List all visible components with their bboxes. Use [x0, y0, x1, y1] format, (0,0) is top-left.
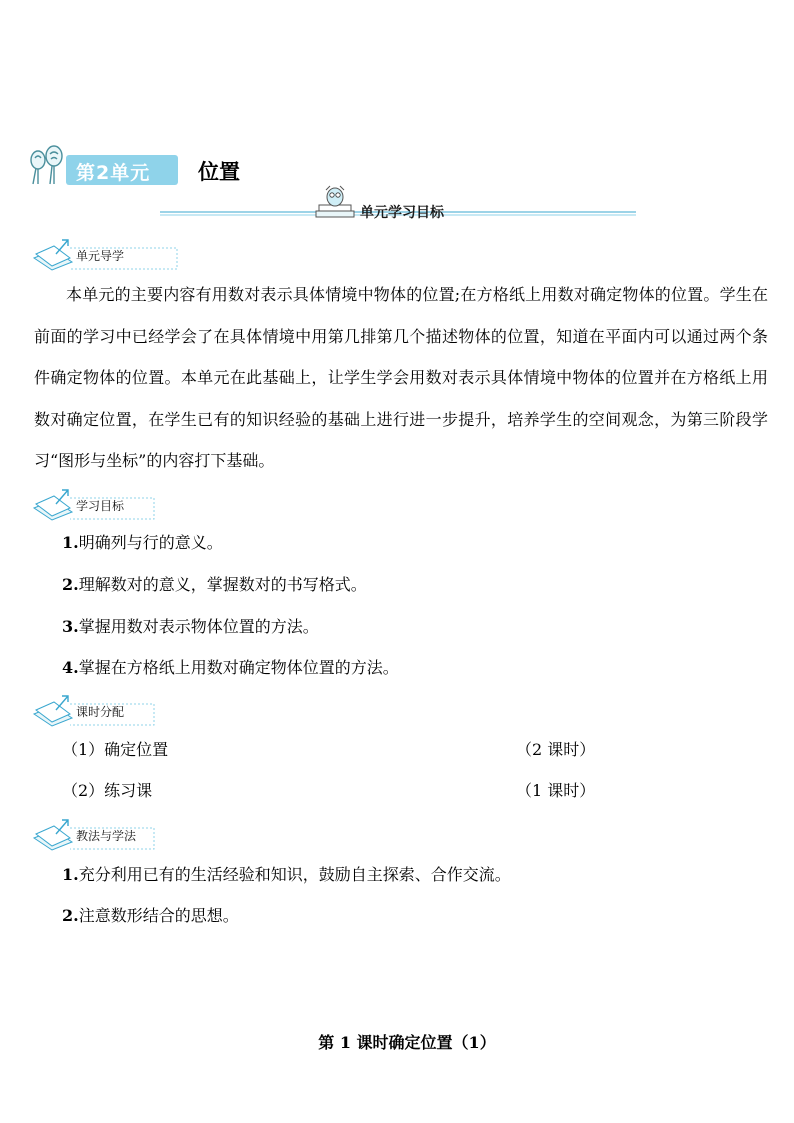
section-label: 学习目标 — [76, 499, 125, 513]
unit-badge-label: 第2单元 — [76, 162, 151, 184]
goal-item: 2.理解数对的意义，掌握数对的书写格式。 — [62, 575, 367, 594]
schedule-lesson: （1）确定位置 — [62, 740, 169, 759]
banner-title: 单元学习目标 — [360, 205, 444, 221]
method-item: 1.充分利用已有的生活经验和知识，鼓励自主探索、合作交流。 — [62, 865, 511, 884]
goal-item: 1.明确列与行的意义。 — [62, 533, 223, 552]
section-heading-guide — [32, 236, 182, 272]
section-heading-methods — [32, 816, 182, 852]
section-heading-schedule — [32, 692, 182, 728]
unit-badge — [66, 155, 178, 185]
lesson-title: 第 1 课时确定位置（1） — [318, 1033, 496, 1052]
schedule-lesson: （2）练习课 — [62, 781, 153, 800]
schedule-hours: （1 课时） — [516, 781, 596, 800]
owl-books-icon — [312, 184, 358, 222]
goal-item: 4.掌握在方格纸上用数对确定物体位置的方法。 — [62, 658, 399, 677]
unit-title: 位置 — [198, 160, 240, 184]
method-item: 2.注意数形结合的思想。 — [62, 906, 239, 925]
trees-icon — [30, 144, 64, 186]
guide-paragraph: 本单元的主要内容有用数对表示具体情境中物体的位置;在方格纸上用数对确定物体的位置。学生在前面的学习中已经学会了在具体情境中用第几排第几个描述物体的位置，知道在平面内可以通过两个条件确定物体的位置。本单元在此基础上，让学生学会用数对表示具体情境中物体的位置并在方格纸上用数对确定位置，在学生已有的知识经验的基础上进行进一步提升，培养学生的空间观念，为第三阶段学习“图形与坐标”的内容打下基础。 — [34, 285, 768, 470]
schedule-hours: （2 课时） — [516, 740, 596, 759]
section-label: 教法与学法 — [76, 829, 137, 843]
goal-item: 3.掌握用数对表示物体位置的方法。 — [62, 617, 319, 636]
section-heading-goals — [32, 486, 182, 522]
section-label: 课时分配 — [76, 705, 125, 719]
section-label: 单元导学 — [76, 249, 125, 263]
